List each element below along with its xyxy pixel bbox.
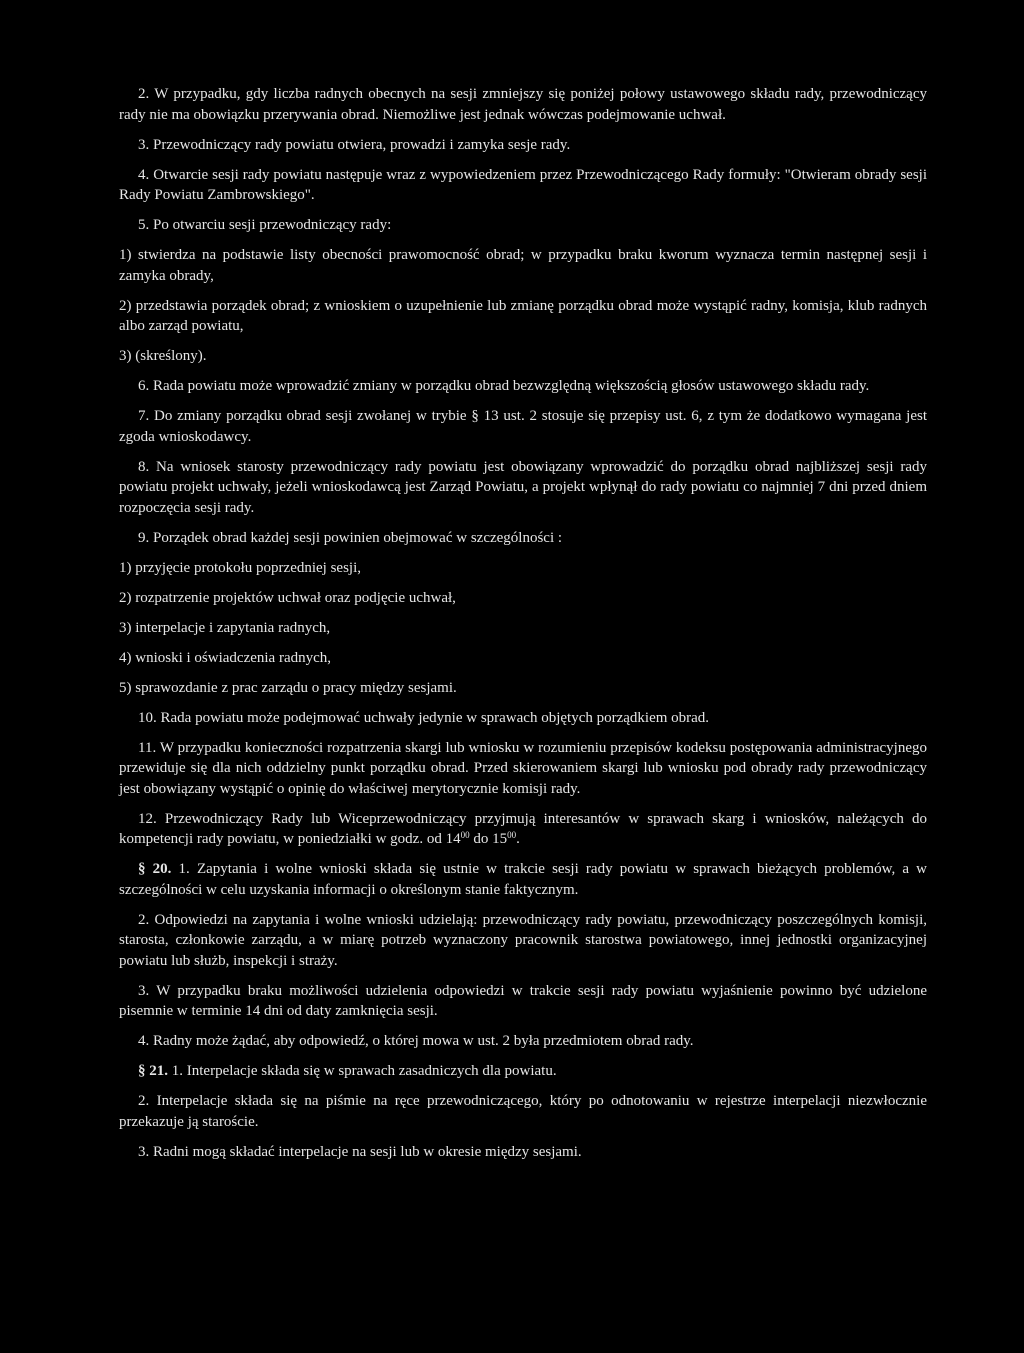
paragraph-12-superscript-end: 00: [507, 830, 517, 840]
paragraph-5-item-2: 2) przedstawia porządek obrad; z wnioskiem o uzupełnienie lub zmianę porządku obrad może wystąpić radny, komisja, klub radnych albo zarząd powiatu,: [119, 297, 927, 334]
paragraph-12: [119, 809, 927, 850]
paragraph-12-middle: do 15: [469, 831, 508, 847]
paragraph-11: 11. W przypadku konieczności rozpatrzenia skargi lub wniosku w rozumieniu przepisów kodeksu postępowania administracyjnego przewiduje się dla nich oddzielny punkt porządku obrad. Przed skierowaniem skargi lub wniosku pod obrady rady przewodniczący jest obowiązany wystąpić o opinię do właściwej merytorycznie komisji rady.: [119, 739, 927, 797]
section-21-paragraph-3: 3. Radni mogą składać interpelacje na sesji lub w okresie między sesjami.: [138, 1143, 582, 1160]
paragraph-2: 2. W przypadku, gdy liczba radnych obecnych na sesji zmniejszy się poniżej połowy ustawowego składu rady, przewodniczący rady nie ma obowiązku przerywania obrad. Niemożliwe jest jednak wówczas podejmowanie uchwał.: [119, 86, 927, 123]
section-20-paragraph-4: 4. Radny może żądać, aby odpowiedź, o której mowa w ust. 2 była przedmiotem obrad rady.: [138, 1033, 694, 1049]
paragraph-3: 3. Przewodniczący rady powiatu otwiera, prowadzi i zamyka sesje rady.: [138, 136, 571, 153]
document-page: [119, 84, 927, 1172]
paragraph-8: 8. Na wniosek starosty przewodniczący rady powiatu jest obowiązany wprowadzić do porządku obrad najbliższej sesji rady powiatu projekt uchwały, jeżeli wnioskodawcą jest Zarząd Powiatu, a projekt wpłynął do rady powiatu co najmniej 7 dni przed dniem rozpoczęcia sesji rady.: [119, 458, 927, 516]
paragraph-6: 6. Rada powiatu może wprowadzić zmiany w porządku obrad bezwzględną większością głosów ustawowego składu rady.: [138, 378, 870, 394]
paragraph-12-end: .: [516, 831, 520, 847]
section-20-paragraph-1: [119, 859, 927, 900]
paragraph-9-item-3: 3) interpelacje i zapytania radnych,: [119, 619, 331, 636]
paragraph-9-item-5: 5) sprawozdanie z prac zarządu o pracy między sesjami.: [119, 679, 457, 696]
section-21-paragraph-2: 2. Interpelacje składa się na piśmie na ręce przewodniczącego, który po odnotowaniu w rejestrze interpelacji niezwłocznie przekazuje ją staroście.: [119, 1093, 927, 1130]
paragraph-4: 4. Otwarcie sesji rady powiatu następuje wraz z wypowiedzeniem przez Przewodniczącego Rady formuły: "Otwieram obrady sesji Rady Powiatu Zambrowskiego".: [119, 166, 927, 203]
paragraph-9: 9. Porządek obrad każdej sesji powinien obejmować w szczególności :: [138, 529, 563, 546]
section-21-heading: § 21.: [138, 1063, 168, 1079]
section-21-paragraph-1-text: 1. Interpelacje składa się w sprawach zasadniczych dla powiatu.: [168, 1063, 557, 1079]
section-20-paragraph-2: 2. Odpowiedzi na zapytania i wolne wnioski udzielają: przewodniczący rady powiatu, przewodniczący poszczególnych komisji, starosta, członkowie zarządu, a w miarę potrzeb wyznaczony pracownik starostwa powiatowego, innej jednostki organizacyjnej powiatu lub służb, inspekcji i straży.: [119, 911, 927, 969]
paragraph-9-item-1: 1) przyjęcie protokołu poprzedniej sesji,: [119, 559, 362, 576]
paragraph-12-superscript-start: 00: [460, 830, 470, 840]
section-20-paragraph-3: 3. W przypadku braku możliwości udzielenia odpowiedzi w trakcie sesji rady powiatu wyjaśnienie powinno być udzielone pisemnie w terminie 14 dni od daty zamknięcia sesji.: [119, 982, 927, 1019]
paragraph-7: 7. Do zmiany porządku obrad sesji zwołanej w trybie § 13 ust. 2 stosuje się przepisy ust. 6, z tym że dodatkowo wymagana jest zgoda wnioskodawcy.: [119, 408, 927, 445]
section-20-paragraph-1-text: 1. Zapytania i wolne wnioski składa się ustnie w trakcie sesji rady powiatu w sprawach bieżących problemów, a w szczególności w celu uzyskania informacji o określonym stanie faktycznym.: [119, 861, 927, 898]
paragraph-5-item-1: 1) stwierdza na podstawie listy obecności prawomocność obrad; w przypadku braku kworum wyznacza termin następnej sesji i zamyka obrady,: [119, 247, 927, 284]
section-20-heading: § 20.: [138, 861, 172, 877]
paragraph-5: 5. Po otwarciu sesji przewodniczący rady:: [138, 217, 392, 233]
paragraph-10: 10. Rada powiatu może podejmować uchwały jedynie w sprawach objętych porządkiem obrad.: [138, 709, 710, 726]
paragraph-12-text: 12. Przewodniczący Rady lub Wiceprzewodniczący przyjmują interesantów w sprawach skarg i wniosków, należących do kompetencji rady powiatu, w poniedziałki w godz. od 14: [119, 810, 927, 847]
section-21-paragraph-1: [119, 1061, 927, 1082]
paragraph-9-item-4: 4) wnioski i oświadczenia radnych,: [119, 649, 332, 666]
paragraph-9-item-2: 2) rozpatrzenie projektów uchwał oraz podjęcie uchwał,: [119, 589, 456, 606]
paragraph-5-item-3: 3) (skreślony).: [119, 348, 207, 364]
